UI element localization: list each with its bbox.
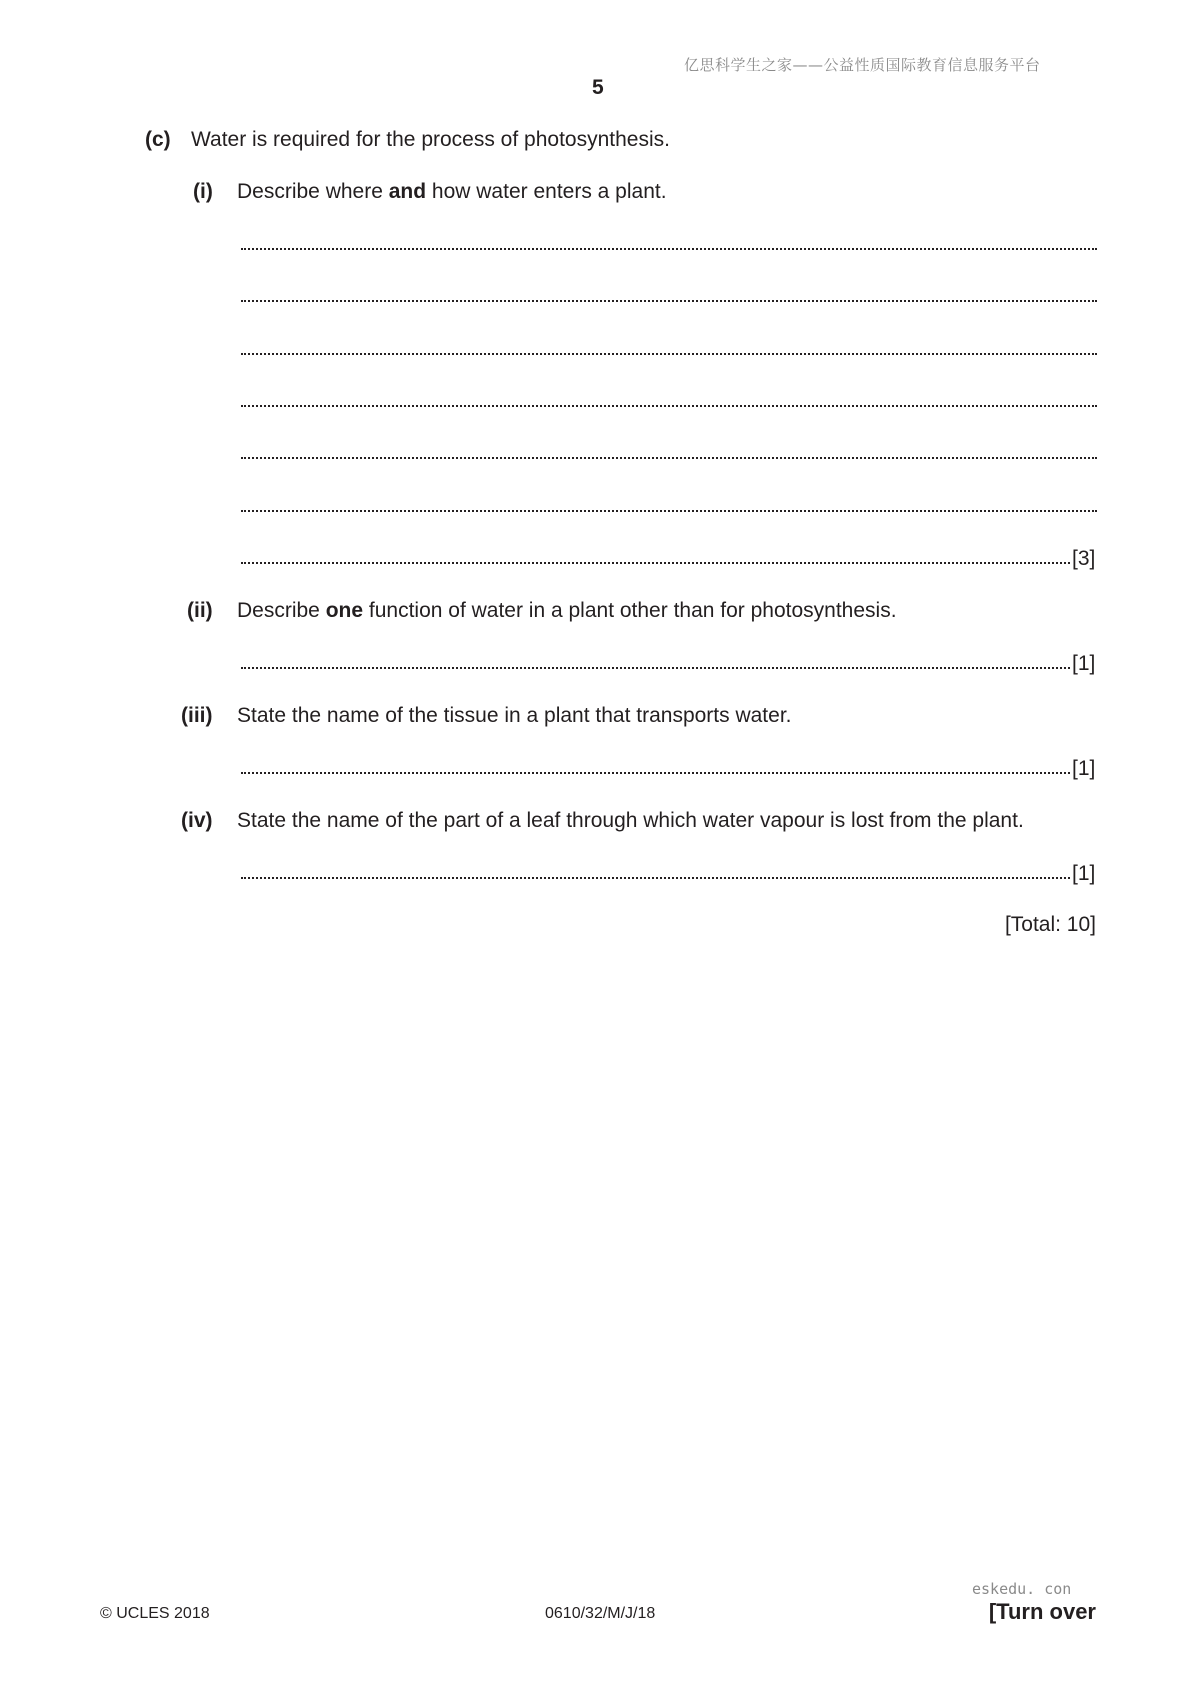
- part-ii-text: [237, 599, 897, 623]
- footer-watermark: eskedu. con: [972, 1580, 1072, 1598]
- part-ii-text-bold: one: [325, 599, 364, 622]
- part-i-text: [237, 180, 667, 204]
- footer-code: 0610/32/M/J/18: [545, 1605, 656, 1622]
- part-ii-mark: [1]: [1072, 652, 1096, 675]
- total-marks: [Total: 10]: [1004, 913, 1096, 936]
- answer-line[interactable]: [241, 756, 1070, 780]
- page-number: 5: [592, 76, 604, 99]
- part-iv-mark: [1]: [1072, 862, 1096, 885]
- part-i-text-after: how water enters a plant.: [426, 180, 667, 203]
- part-ii-text-after: function of water in a plant other than for photosynthesis.: [363, 599, 897, 622]
- part-i-text-before: Describe where: [237, 180, 389, 203]
- part-iv-text: State the name of the part of a leaf through which water vapour is lost from the plant.: [237, 809, 1024, 832]
- part-ii-label: (ii): [187, 599, 213, 622]
- turn-over: [Turn over: [988, 1599, 1096, 1624]
- answer-line[interactable]: [241, 284, 1097, 308]
- answer-line[interactable]: [241, 441, 1097, 465]
- answer-line[interactable]: [241, 494, 1097, 518]
- answer-line[interactable]: [241, 546, 1070, 570]
- part-iii-text: State the name of the tissue in a plant that transports water.: [237, 704, 792, 727]
- part-ii-text-before: Describe: [237, 599, 326, 622]
- part-iv-label: (iv): [181, 809, 213, 832]
- part-iii-mark: [1]: [1072, 757, 1096, 780]
- part-i-mark: [3]: [1072, 547, 1096, 570]
- answer-line[interactable]: [241, 232, 1097, 256]
- question-c-text: Water is required for the process of photosynthesis.: [191, 128, 670, 151]
- answer-line[interactable]: [241, 651, 1070, 675]
- footer-copyright: © UCLES 2018: [100, 1605, 210, 1622]
- part-i-text-bold: and: [388, 180, 427, 203]
- part-i-label: (i): [193, 180, 213, 203]
- answer-line[interactable]: [241, 337, 1097, 361]
- answer-line[interactable]: [241, 861, 1070, 885]
- answer-line[interactable]: [241, 389, 1097, 413]
- part-iii-label: (iii): [181, 704, 213, 727]
- header-watermark: 亿思科学生之家——公益性质国际教育信息服务平台: [684, 56, 1041, 74]
- question-c-label: (c): [145, 128, 171, 151]
